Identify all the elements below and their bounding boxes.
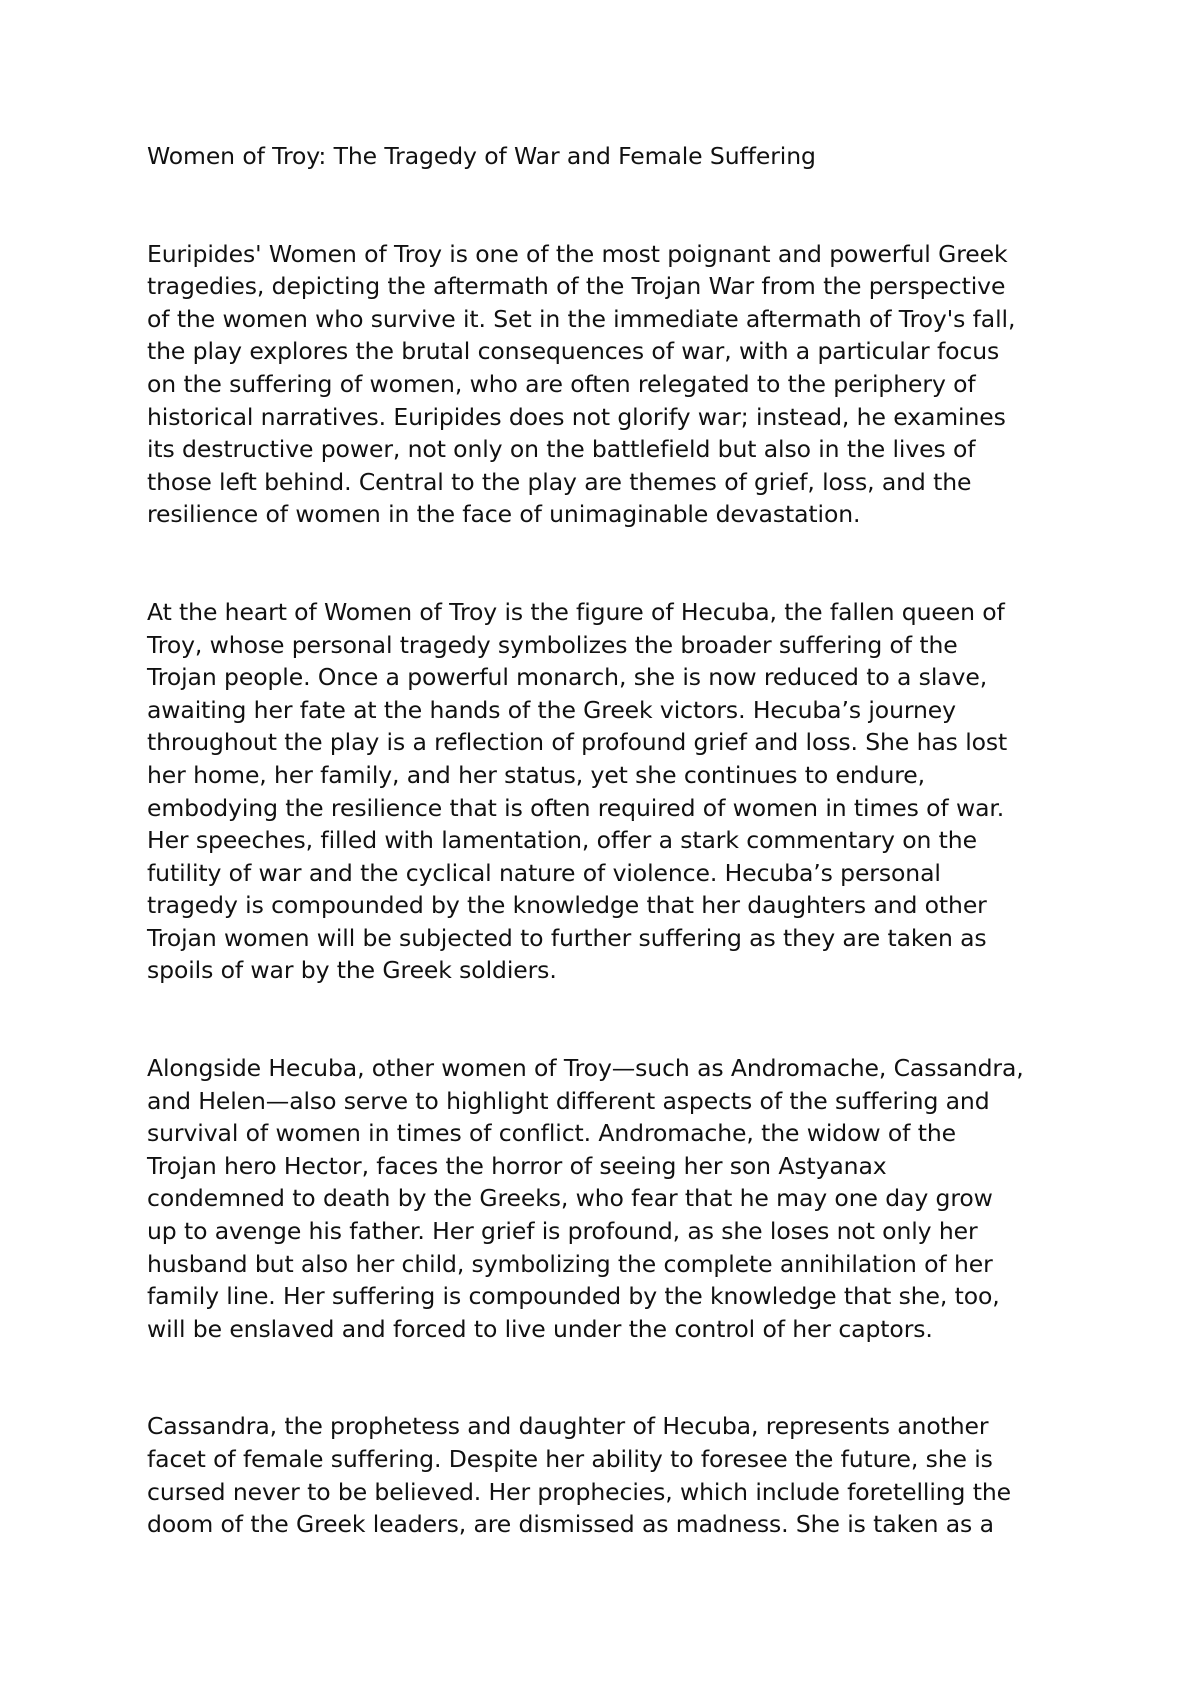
paragraph-3: Alongside Hecuba, other women of Troy—such as Andromache, Cassandra, and Helen—also serve to highlight different aspects of the suffering and survival of women in times of conflict. Andromache, the widow of the Trojan hero Hector, faces the horror of seeing her son Astyanax condemned to death by the Greeks, who fear that he may one day grow up to avenge his father. Her grief is profound, as she loses not only her husband but also her child, symbolizing the complete annihilation of her family line. Her suffering is compounded by the knowledge that she, too, will be enslaved and forced to live under the control of her captors.: [147, 1054, 1024, 1343]
paragraph-2: At the heart of Women of Troy is the figure of Hecuba, the fallen queen of Troy, whose personal tragedy symbolizes the broader suffering of the Trojan people. Once a powerful monarch, she is now reduced to a slave, awaiting her fate at the hands of the Greek victors. Hecuba’s journey throughout the play is a reflection of profound grief and loss. She has lost her home, her family, and her status, yet she continues to endure, embodying the resilience that is often required of women in times of war. Her speeches, filled with lamentation, offer a stark commentary on the futility of war and the cyclical nature of violence. Hecuba’s personal tragedy is compounded by the knowledge that her daughters and other Trojan women will be subjected to further suffering as they are taken as spoils of war by the Greek soldiers.: [147, 597, 1008, 985]
document-body: [147, 140, 1077, 1606]
paragraph-4: Cassandra, the prophetess and daughter of Hecuba, represents another facet of female suffering. Despite her ability to foresee the future, she is cursed never to be believed. Her prophecies, which include foretelling the doom of the Greek leaders, are dismissed as madness. She is taken as a: [147, 1412, 1011, 1539]
document-title: Women of Troy: The Tragedy of War and Female Suffering: [147, 142, 816, 170]
paragraph-1: Euripides' Women of Troy is one of the most poignant and powerful Greek tragedies, depicting the aftermath of the Trojan War from the perspective of the women who survive it. Set in the immediate aftermath of Troy's fall, the play explores the brutal consequences of war, with a particular focus on the suffering of women, who are often relegated to the periphery of historical narratives. Euripides does not glorify war; instead, he examines its destructive power, not only on the battlefield but also in the lives of those left behind. Central to the play are themes of grief, loss, and the resilience of women in the face of unimaginable devastation.: [147, 239, 1016, 529]
